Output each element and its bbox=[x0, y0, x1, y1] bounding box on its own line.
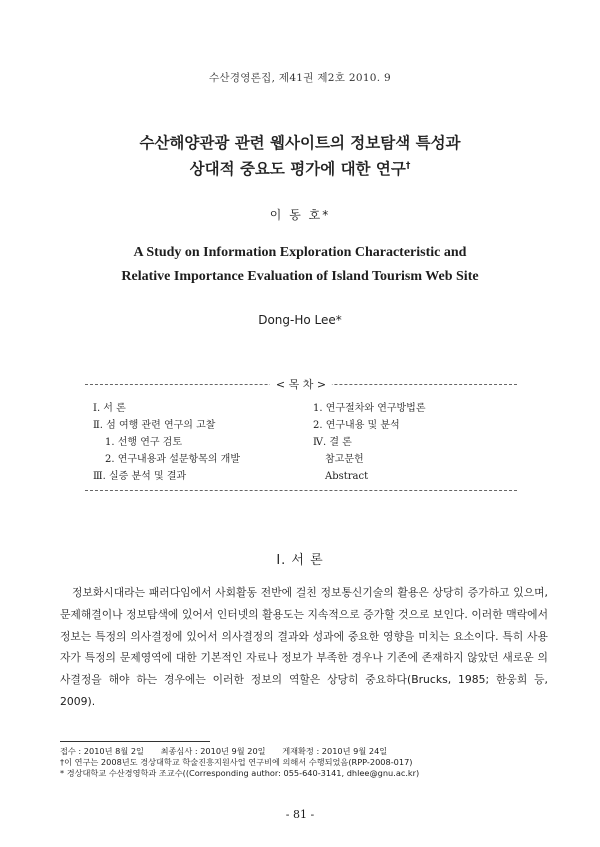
toc-item: Ⅲ. 실증 분석 및 결과 bbox=[93, 471, 187, 482]
journal-header: 수산경영론집, 제41권 제2호 2010. 9 bbox=[208, 72, 392, 84]
toc-item: Ⅰ. 서 론 bbox=[93, 403, 126, 414]
toc-item: 2. 연구내용과 설문항목의 개발 bbox=[105, 454, 240, 465]
english-title bbox=[0, 241, 600, 289]
section-heading: Ⅰ. 서 론 bbox=[276, 553, 324, 568]
toc-right-column bbox=[313, 400, 426, 485]
toc-left-column bbox=[93, 400, 240, 485]
body-paragraph: 정보화시대라는 패러다임에서 사회활동 전반에 걸친 정보통신기술의 활용은 상당히 증가하고 있으며, 문제해결이나 정보탐색에 있어서 인터넷의 활용도는 지속적으로 증가할 것으로 보인다. 이러한 맥락에서 정보는 특정의 의사결정에 있어서 의사결정의 결과와 성과에 중요한 영향을 미치는 요소이다. 특히 사용자가 특정의 문제영역에 대한 기본적인 자료나 정보가 부족한 경우나 기존에 존재하지 않았던 새로운 의사결정을 해야 하는 경우에는 이러한 정보의 역할은 상당히 중요하다(Brucks, 1985; 한웅희 등, 2009). bbox=[60, 586, 548, 708]
korean-title-line-2 bbox=[0, 155, 600, 181]
submission-dates bbox=[60, 746, 560, 757]
funding-note: †이 연구는 2008년도 경상대학교 학술진흥지원사업 연구비에 의해서 수행되었음(RPP-2008-017) bbox=[60, 757, 413, 768]
accepted-date: 게재확정 : 2010년 9월 24일 bbox=[282, 746, 388, 756]
toc-item: 1. 연구절차와 연구방법론 bbox=[313, 403, 426, 414]
table-of-contents bbox=[85, 378, 517, 491]
author-affiliation: * 경상대학교 수산경영학과 조교수((Corresponding author: 055-640-3141, dhlee@gnu.ac.kr) bbox=[60, 768, 420, 779]
page-number: - 81 - bbox=[285, 808, 315, 821]
toc-item: Ⅱ. 섬 여행 관련 연구의 고찰 bbox=[93, 420, 216, 431]
korean-author: 이 동 호* bbox=[269, 208, 331, 222]
toc-item: Abstract bbox=[325, 471, 369, 482]
received-date: 접수 : 2010년 8월 2일 bbox=[60, 746, 144, 756]
toc-item: 참고문헌 bbox=[325, 454, 364, 465]
toc-item: Ⅳ. 결 론 bbox=[313, 437, 352, 448]
footnotes bbox=[60, 746, 560, 780]
korean-title-line-1: 수산해양관광 관련 웹사이트의 정보탐색 특성과 bbox=[139, 134, 461, 152]
korean-title-line-2-text: 상대적 중요도 평가에 대한 연구 bbox=[189, 160, 406, 179]
toc-item: 2. 연구내용 및 분석 bbox=[313, 420, 400, 431]
toc-item: 1. 선행 연구 검토 bbox=[105, 437, 183, 448]
footnote-rule bbox=[60, 741, 210, 742]
toc-heading: < 목 차 > bbox=[270, 376, 332, 392]
english-title-line-1: A Study on Information Exploration Characteristic and bbox=[133, 245, 467, 260]
english-author: Dong-Ho Lee* bbox=[258, 313, 342, 327]
korean-title bbox=[0, 132, 600, 181]
funding-mark: † bbox=[405, 161, 411, 171]
english-title-line-2: Relative Importance Evaluation of Island Tourism Web Site bbox=[121, 269, 479, 284]
reviewed-date: 최종심사 : 2010년 9월 20일 bbox=[160, 746, 266, 756]
